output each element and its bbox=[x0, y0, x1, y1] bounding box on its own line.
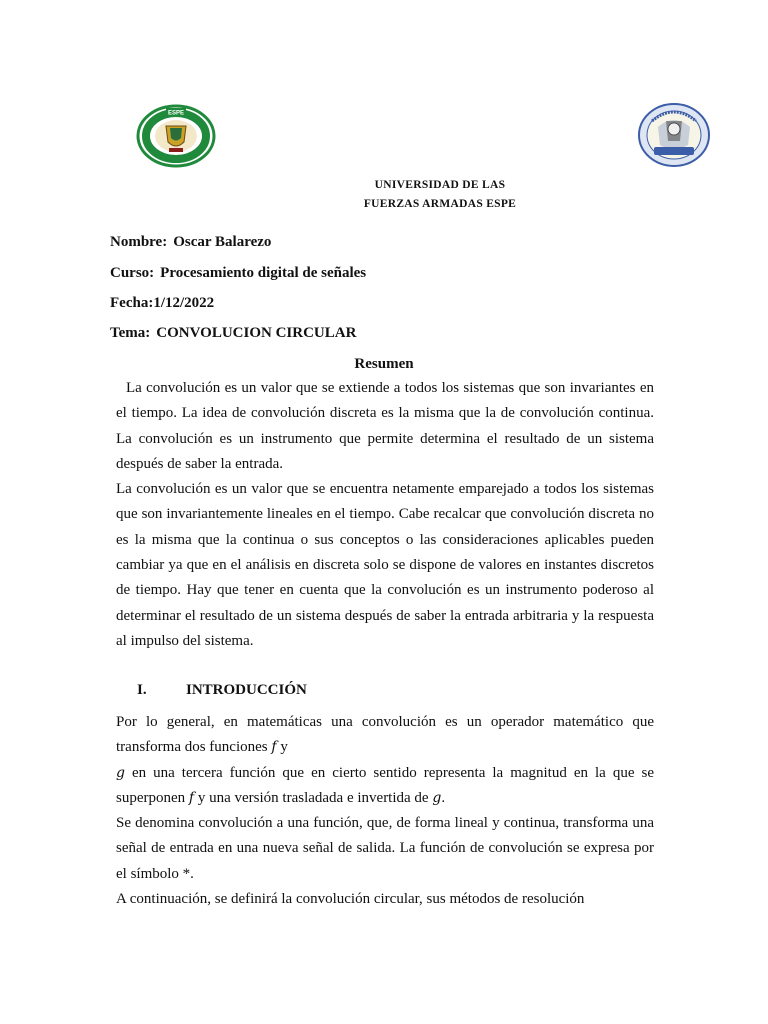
curso-value: Procesamiento digital de señales bbox=[160, 265, 367, 281]
resumen-paragraph-1: La convolución es un valor que se extiende a todos los sistemas que son invariantes en el tiempo. La idea de convolución discreta es la misma que la de convolución continua. La convolución es un instrumento que permite determina el resultado de un sistema después de saber la entrada. bbox=[116, 380, 654, 472]
seal-logo-icon bbox=[636, 101, 712, 169]
fecha-label: Fecha: bbox=[110, 295, 154, 311]
meta-curso bbox=[110, 265, 366, 282]
intro-y: y bbox=[280, 739, 288, 756]
university-line-2: FUERZAS ARMADAS ESPE bbox=[363, 198, 517, 210]
meta-nombre bbox=[110, 234, 271, 251]
intro-period: . bbox=[441, 789, 446, 806]
espe-logo-icon bbox=[136, 104, 216, 168]
meta-tema bbox=[110, 325, 356, 342]
fecha-value: 1/12/2022 bbox=[153, 295, 215, 311]
resumen-body bbox=[116, 376, 654, 654]
meta-fecha bbox=[110, 295, 214, 312]
intro-line-2b: y una versión trasladada e invertida de bbox=[197, 789, 429, 806]
intro-paragraph-3: A continuación, se definirá la convolución circular, sus métodos de resolución bbox=[116, 891, 585, 908]
math-f: f bbox=[271, 739, 277, 756]
nombre-label: Nombre: bbox=[110, 234, 168, 250]
math-g-2: g bbox=[432, 789, 442, 806]
intro-line-2: en una tercera función que en cierto sentido representa la magnitud en la que se superponen bbox=[116, 764, 655, 806]
math-f-2: f bbox=[188, 789, 195, 806]
resumen-paragraph-2: La convolución es un valor que se encuentra netamente emparejado a todos los sistemas que son invariantemente lineales en el tiempo. Cabe recalcar que convolución discreta no es la misma que la continua o sus conceptos o las consideraciones aplicables pueden cambiar ya que en el análisis en discreta solo se dispone de valores en instantes discretos de tiempo. Hay que tener en cuenta que la convolución es un instrumento poderoso al determinar el resultado de un sistema después de saber la entrada arbitraria y la respuesta al impulso del sistema. bbox=[116, 481, 654, 649]
intro-paragraph-2: Se denomina convolución a una función, que, de forma lineal y continua, transforma una señal de entrada en una nueva señal de salida. La función de convolución se expresa por el símbolo *. bbox=[116, 815, 654, 882]
section-heading bbox=[137, 682, 307, 699]
curso-label: Curso: bbox=[110, 265, 155, 281]
nombre-value: Oscar Balarezo bbox=[173, 234, 272, 250]
section-title: INTRODUCCIÓN bbox=[186, 682, 307, 698]
university-line-1: UNIVERSIDAD DE LAS bbox=[374, 179, 506, 191]
math-g: g bbox=[116, 764, 125, 781]
tema-label: Tema: bbox=[110, 325, 151, 341]
logo-text: ESPE bbox=[167, 110, 185, 117]
tema-value: CONVOLUCION CIRCULAR bbox=[156, 325, 357, 341]
intro-paragraph-1 bbox=[116, 710, 654, 811]
resumen-heading: Resumen bbox=[354, 356, 414, 372]
section-number: I. bbox=[137, 682, 147, 698]
intro-body bbox=[116, 710, 654, 912]
intro-line-1: Por lo general, en matemáticas una convolución es un operador matemático que transforma dos funciones bbox=[116, 714, 654, 756]
